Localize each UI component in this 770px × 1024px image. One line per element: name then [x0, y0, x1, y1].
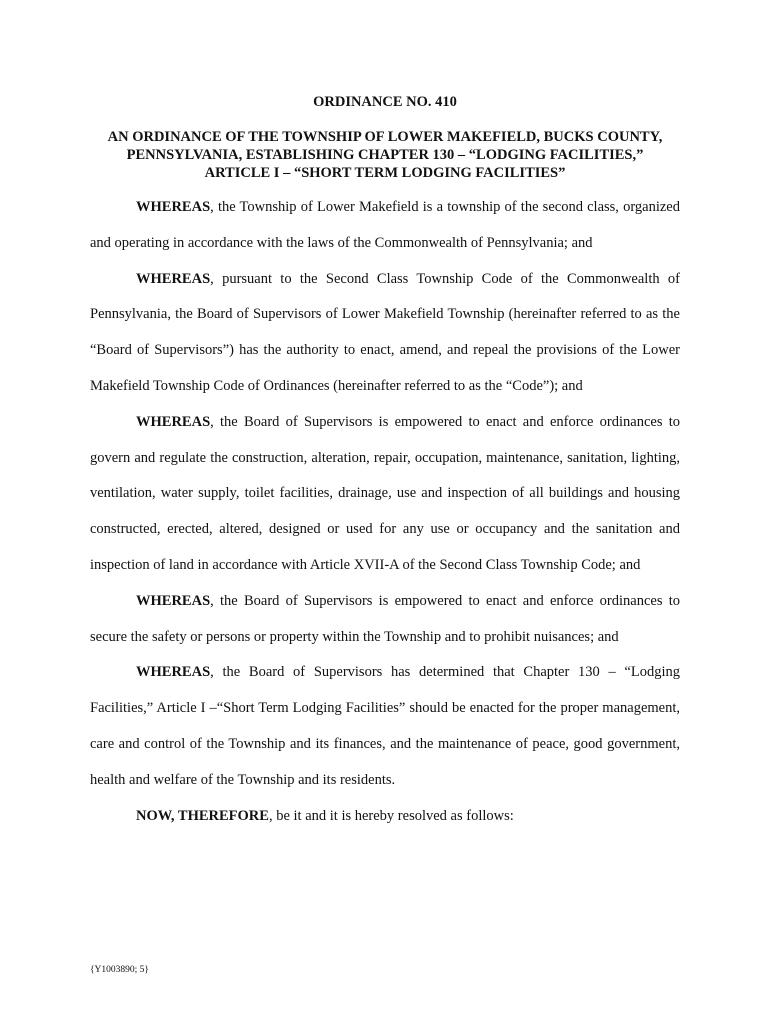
paragraph-lead: WHEREAS: [136, 199, 211, 215]
paragraph-whereas-5: [90, 655, 680, 798]
paragraph-text: , the Board of Supervisors is empowered to enact and enforce ordinances to govern and regulate the construction, alteration, repair, occupation, maintenance, sanitation, lighting, ventilation, water supply, toilet facilities, drainage, use and inspection of all buildings and housing constructed, erected, altered, designed or used for any use or occupancy and the sanitation and inspection of land in accordance with Article XVII-A of the Second Class Township Code; and: [90, 413, 680, 573]
paragraph-text: , the Board of Supervisors has determined that Chapter 130 – “Lodging Facilities,” Article I –“Short Term Lodging Facilities” should be enacted for the proper management, care and control of the Township and its finances, and the maintenance of peace, good government, health and welfare of the Township and its residents.: [90, 664, 680, 788]
heading-line-1: AN ORDINANCE OF THE TOWNSHIP OF LOWER MAKEFIELD, BUCKS COUNTY,: [107, 129, 663, 145]
paragraph-lead: WHEREAS: [136, 270, 211, 287]
paragraph-whereas-1: [90, 190, 680, 262]
paragraph-lead: WHEREAS: [136, 592, 211, 609]
paragraph-lead: WHEREAS: [136, 664, 211, 681]
paragraph-whereas-3: [90, 405, 680, 584]
paragraph-text: , be it and it is hereby resolved as follows:: [268, 807, 514, 824]
paragraph-lead: WHEREAS: [136, 413, 211, 430]
paragraph-whereas-4: [90, 584, 680, 656]
paragraph-now-therefore: [90, 799, 680, 835]
document-footer-id: {Y1003890; 5}: [90, 965, 149, 975]
paragraph-text: , pursuant to the Second Class Township Code of the Commonwealth of Pennsylvania, the Board of Supervisors of Lower Makefield Township (hereinafter referred to as the “Board of Supervisors”) has the authority to enact, amend, and repeal the provisions of the Lower Makefield Township Code of Ordinances (hereinafter referred to as the “Code”); and: [90, 270, 680, 394]
ordinance-title: ORDINANCE NO. 410: [313, 94, 457, 110]
heading-line-3: ARTICLE I – “SHORT TERM LODGING FACILITIES”: [204, 165, 566, 181]
ordinance-heading: [80, 128, 690, 182]
paragraph-whereas-2: [90, 262, 680, 405]
paragraph-lead: NOW, THEREFORE: [136, 807, 269, 824]
paragraph-text: , the Board of Supervisors is empowered to enact and enforce ordinances to secure the safety or persons or property within the Township and to prohibit nuisances; and: [90, 592, 680, 645]
heading-line-2: PENNSYLVANIA, ESTABLISHING CHAPTER 130 – “LODGING FACILITIES,”: [126, 147, 644, 163]
ordinance-body: [90, 190, 680, 834]
paragraph-text: , the Township of Lower Makefield is a township of the second class, organized and operating in accordance with the laws of the Commonwealth of Pennsylvania; and: [90, 199, 680, 251]
